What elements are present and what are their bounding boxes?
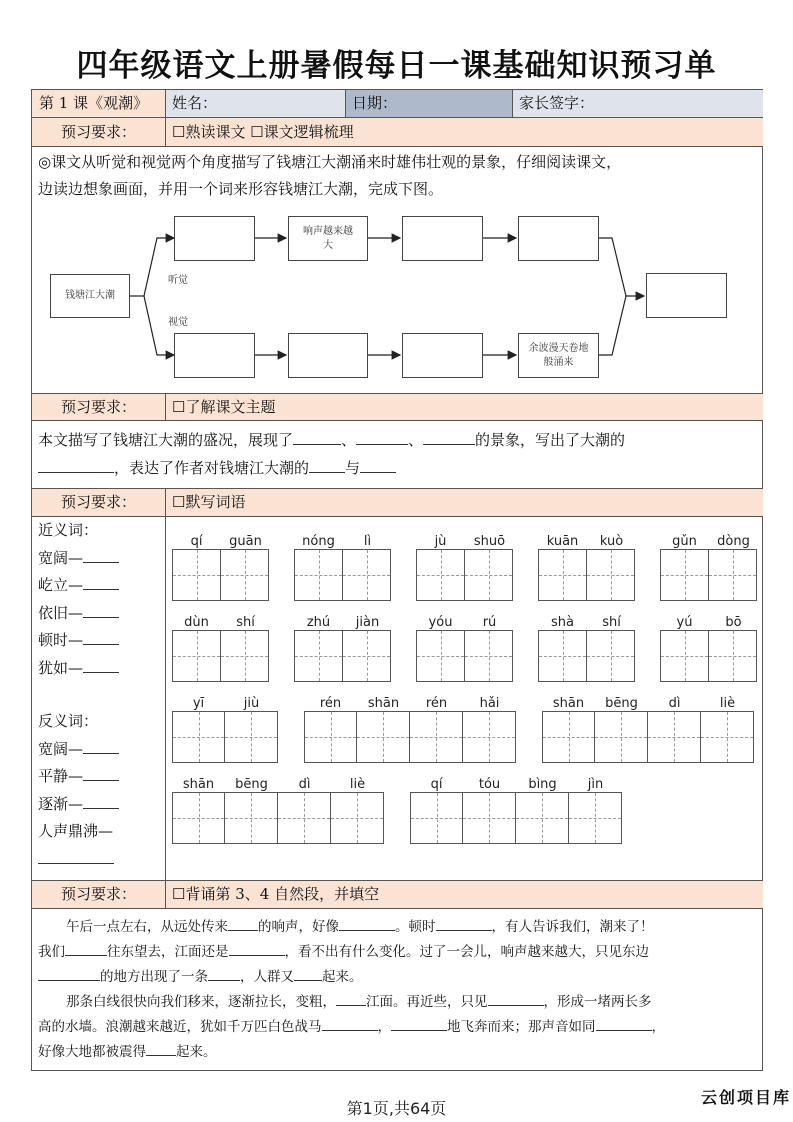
section1-requirement <box>165 117 763 146</box>
recite-line2: 我们 往东望去，江面还是 ，看不出有什么变化。过了一会儿，响声越来越大，只见东边 <box>38 940 649 965</box>
section2-req-text: ☐了解课文主题 <box>172 398 276 416</box>
antonym-item: 宽阔— <box>38 736 119 764</box>
date-label: 日期： <box>352 94 398 112</box>
top-box-4[interactable] <box>518 216 599 261</box>
section4-label: 预习要求： <box>32 880 165 908</box>
section1-body <box>32 146 763 393</box>
section4-req-text: ☐背诵第 3、4 自然段，并填空 <box>172 885 380 903</box>
antonym-list <box>38 708 119 873</box>
bottom-box-2[interactable] <box>288 333 368 378</box>
flow-diagram <box>32 147 763 394</box>
section1-intro-line2: 边读边想象画面，并用一个词来形容钱塘江大潮，完成下图。 <box>38 180 444 198</box>
section3-req-text: ☐默写词语 <box>172 493 246 511</box>
antonym-item: 平静— <box>38 763 119 791</box>
section3-label: 预习要求： <box>32 488 165 516</box>
top-box-2: 响声越来越大 <box>288 216 368 261</box>
theme-blank-2[interactable] <box>356 430 408 445</box>
theme-blank-4[interactable] <box>38 458 114 473</box>
lesson-cell <box>32 90 165 117</box>
recite-line4: 那条白线很快向我们移来，逐渐拉长，变粗， 江面。再近些，只见 ，形成一堵两长多 <box>66 990 652 1015</box>
section1-req-text: ☐熟读课文 ☐课文逻辑梳理 <box>172 123 354 141</box>
theme-blank-5[interactable] <box>309 458 345 473</box>
parent-signature-cell[interactable] <box>512 90 763 117</box>
recite-line3: 的地方出现了一条 ，人群又 起来。 <box>38 965 363 990</box>
recite-line6: 好像大地都被震得 起来。 <box>38 1040 217 1065</box>
bottom-box-1[interactable] <box>174 333 255 378</box>
section2-body <box>32 420 763 488</box>
section4-requirement <box>165 880 763 908</box>
section4-body <box>32 908 763 1070</box>
diagram-root-box: 钱塘江大潮 <box>50 274 130 318</box>
theme-blank-1[interactable] <box>293 430 341 445</box>
page-title: 四年级语文上册暑假每日一课基础知识预习单 <box>76 48 717 84</box>
synonym-item: 宽阔— <box>38 545 119 573</box>
section2-requirement <box>165 393 763 420</box>
sight-label: 视觉 <box>168 317 188 328</box>
worksheet-frame <box>31 89 763 1071</box>
theme-blank-6[interactable] <box>360 458 396 473</box>
recite-line5: 高的水墙。浪潮越来越近，犹如千万匹白色战马 ， 地飞奔而来；那声音如同 ， <box>38 1015 665 1040</box>
section2-label: 预习要求： <box>32 393 165 420</box>
synonym-item: 屹立— <box>38 572 119 600</box>
section3-left <box>32 516 165 880</box>
synonym-item: 犹如— <box>38 655 119 683</box>
antonym-item: 逐渐— <box>38 791 119 819</box>
hearing-label: 听觉 <box>168 275 188 286</box>
lesson-title: 第 1 课《观潮》 <box>39 94 149 112</box>
parent-signature-label: 家长签字： <box>519 94 595 112</box>
section3-requirement <box>165 488 763 516</box>
antonym-item: 人声鼎沸— <box>38 822 114 840</box>
section1-label: 预习要求： <box>32 117 165 146</box>
page-footer: 第1页,共64页 <box>346 1099 447 1118</box>
name-cell[interactable] <box>165 90 345 117</box>
theme-line1: 本文描写了钱塘江大潮的盛况，展现了 、 、 的景象，写出了大潮的 <box>38 431 626 449</box>
top-box-1[interactable] <box>174 216 255 261</box>
antonym-title: 反义词： <box>38 712 99 730</box>
name-label: 姓名： <box>172 94 218 112</box>
synonym-list <box>38 517 119 682</box>
bottom-box-3[interactable] <box>402 333 483 378</box>
recite-line1: 午后一点左右，从远处传来 的响声，好像 。顿时 ，有人告诉我们，潮来了！ <box>66 915 654 940</box>
antonym-extra-blank <box>38 846 119 874</box>
bottom-box-4: 余波漫天卷地般涌来 <box>518 333 599 378</box>
theme-line2: ，表达了作者对钱塘江大潮的 与 <box>38 455 396 482</box>
date-cell[interactable] <box>345 90 512 117</box>
section1-intro-line1: ◎课文从听觉和视觉两个角度描写了钱塘江大潮涌来时雄伟壮观的景象，仔细阅读课文， <box>38 153 622 171</box>
top-box-3[interactable] <box>402 216 483 261</box>
synonym-item: 依旧— <box>38 600 119 628</box>
brand-mark: 云创项目库 <box>700 1088 791 1107</box>
synonym-title: 近义词： <box>38 521 99 539</box>
section3-grids: qí guān nóng lì jù shuō kuān kuò gǔn dòng dùn shí zhú jiàn yóu rú shà shí yú bō yī jiù rén shān rén hǎi shān bēng dì liè shān bēng dì liè qí tóu bìng jìn <box>165 516 763 880</box>
summary-word-box[interactable] <box>646 273 727 318</box>
theme-blank-3[interactable] <box>423 430 475 445</box>
synonym-item: 顿时— <box>38 627 119 655</box>
